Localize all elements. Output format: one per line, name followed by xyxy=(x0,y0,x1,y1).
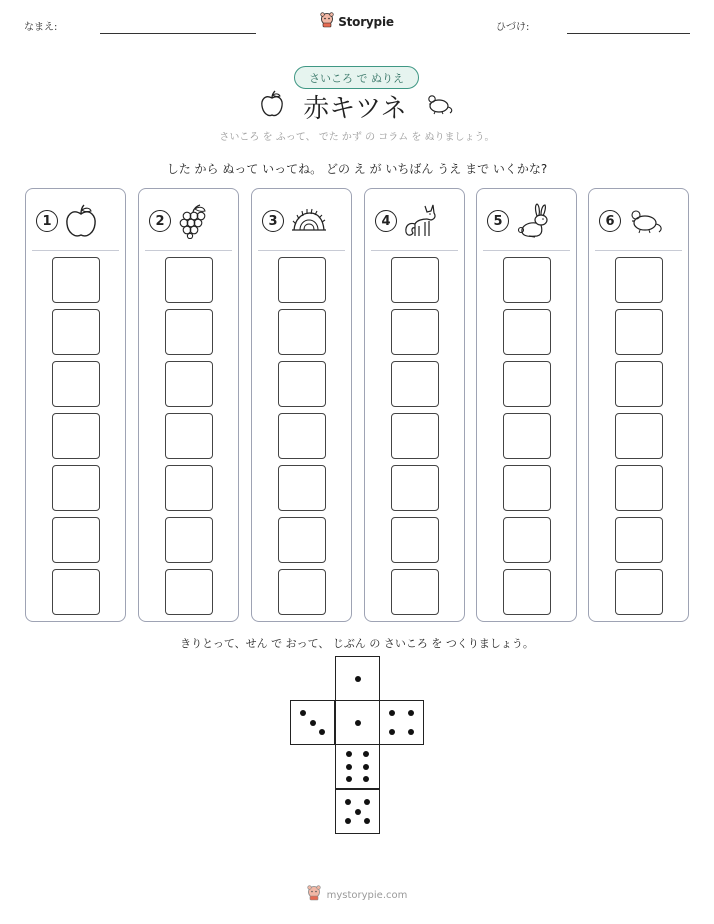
color-box[interactable] xyxy=(278,361,326,407)
dice-pip xyxy=(408,729,414,735)
dice-pip xyxy=(389,710,395,716)
mouse-icon xyxy=(425,93,455,119)
fox-icon xyxy=(403,202,441,240)
color-box[interactable] xyxy=(165,257,213,303)
color-box[interactable] xyxy=(278,569,326,615)
column-6 xyxy=(588,188,689,622)
color-box[interactable] xyxy=(165,309,213,355)
dice-face-center xyxy=(335,700,380,745)
rabbit-icon xyxy=(515,202,551,240)
color-box[interactable] xyxy=(391,257,439,303)
color-box[interactable] xyxy=(391,517,439,563)
column-number: 4 xyxy=(375,210,397,232)
color-box[interactable] xyxy=(503,569,551,615)
color-box[interactable] xyxy=(615,361,663,407)
color-box[interactable] xyxy=(503,361,551,407)
color-box[interactable] xyxy=(165,465,213,511)
grapes-icon xyxy=(177,203,209,239)
column-number: 6 xyxy=(599,210,621,232)
dice-face-right xyxy=(379,700,424,745)
column-divider xyxy=(483,250,570,251)
storypie-icon xyxy=(307,885,321,905)
column-4 xyxy=(364,188,465,622)
color-box[interactable] xyxy=(503,413,551,459)
hedgehog-icon xyxy=(290,206,328,236)
color-box[interactable] xyxy=(165,413,213,459)
color-box[interactable] xyxy=(165,361,213,407)
color-box[interactable] xyxy=(52,257,100,303)
cut-instruction: きりとって、せん で おって、 じぶん の さいころ を つくりましょう。 xyxy=(180,637,534,650)
color-box[interactable] xyxy=(615,413,663,459)
color-box[interactable] xyxy=(503,309,551,355)
column-number: 3 xyxy=(262,210,284,232)
color-box[interactable] xyxy=(615,465,663,511)
activity-badge: さいころ で ぬりえ xyxy=(294,66,419,89)
dice-pip xyxy=(300,710,306,716)
color-box[interactable] xyxy=(278,517,326,563)
column-2 xyxy=(138,188,239,622)
dice-pip xyxy=(363,751,369,757)
dice-pip xyxy=(310,720,316,726)
mouse-icon xyxy=(627,207,665,235)
dice-face-lower xyxy=(335,744,380,789)
dice-pip xyxy=(345,799,351,805)
instruction: した から ぬって いってね。 どの え が いちばん うえ まで いくかな? xyxy=(166,162,548,176)
column-3 xyxy=(251,188,352,622)
column-divider xyxy=(32,250,119,251)
dice-face-bottom xyxy=(335,789,380,834)
color-box[interactable] xyxy=(503,257,551,303)
column-number: 1 xyxy=(36,210,58,232)
color-box[interactable] xyxy=(278,413,326,459)
page-title: 赤キツネ xyxy=(303,93,407,124)
dice-pip xyxy=(363,764,369,770)
apple-icon xyxy=(64,203,98,239)
color-box[interactable] xyxy=(278,257,326,303)
color-box[interactable] xyxy=(615,309,663,355)
dice-pip xyxy=(355,676,361,682)
apple-icon xyxy=(259,90,285,122)
footer-url[interactable]: mystorypie.com xyxy=(326,889,408,901)
column-divider xyxy=(595,250,682,251)
dice-pip xyxy=(363,776,369,782)
dice-pip xyxy=(346,776,352,782)
dice-pip xyxy=(364,818,370,824)
color-box[interactable] xyxy=(391,361,439,407)
subtitle: さいころ を ふって、 でた かず の コラム を ぬりましょう。 xyxy=(219,132,495,143)
color-box[interactable] xyxy=(391,413,439,459)
date-label: ひづけ: xyxy=(496,22,530,33)
dice-pip xyxy=(389,729,395,735)
column-divider xyxy=(145,250,232,251)
column-divider xyxy=(258,250,345,251)
dice-pip xyxy=(345,818,351,824)
color-box[interactable] xyxy=(391,465,439,511)
color-box[interactable] xyxy=(503,517,551,563)
column-5 xyxy=(476,188,577,622)
color-box[interactable] xyxy=(165,569,213,615)
dice-face-top xyxy=(335,656,380,701)
name-label: なまえ: xyxy=(24,22,58,33)
dice-pip xyxy=(364,799,370,805)
color-box[interactable] xyxy=(52,413,100,459)
color-box[interactable] xyxy=(503,465,551,511)
color-box[interactable] xyxy=(165,517,213,563)
column-divider xyxy=(371,250,458,251)
storypie-icon xyxy=(320,12,334,32)
title-row xyxy=(0,88,714,124)
color-box[interactable] xyxy=(615,257,663,303)
brand-logo xyxy=(0,12,714,32)
column-number: 2 xyxy=(149,210,171,232)
color-box[interactable] xyxy=(52,309,100,355)
color-box[interactable] xyxy=(52,517,100,563)
name-line xyxy=(100,33,256,34)
column-number: 5 xyxy=(487,210,509,232)
color-box[interactable] xyxy=(278,309,326,355)
color-box[interactable] xyxy=(391,309,439,355)
dice-pip xyxy=(408,710,414,716)
dice-pip xyxy=(355,720,361,726)
dice-face-left xyxy=(290,700,335,745)
color-box[interactable] xyxy=(278,465,326,511)
color-box[interactable] xyxy=(52,465,100,511)
brand-name: Storypie xyxy=(338,15,394,29)
color-box[interactable] xyxy=(391,569,439,615)
column-1 xyxy=(25,188,126,622)
date-line xyxy=(567,33,690,34)
color-box[interactable] xyxy=(615,517,663,563)
color-box[interactable] xyxy=(615,569,663,615)
color-box[interactable] xyxy=(52,569,100,615)
dice-pip xyxy=(346,751,352,757)
footer xyxy=(0,885,714,905)
dice-pip xyxy=(346,764,352,770)
color-box[interactable] xyxy=(52,361,100,407)
dice-pip xyxy=(355,809,361,815)
dice-pip xyxy=(319,729,325,735)
